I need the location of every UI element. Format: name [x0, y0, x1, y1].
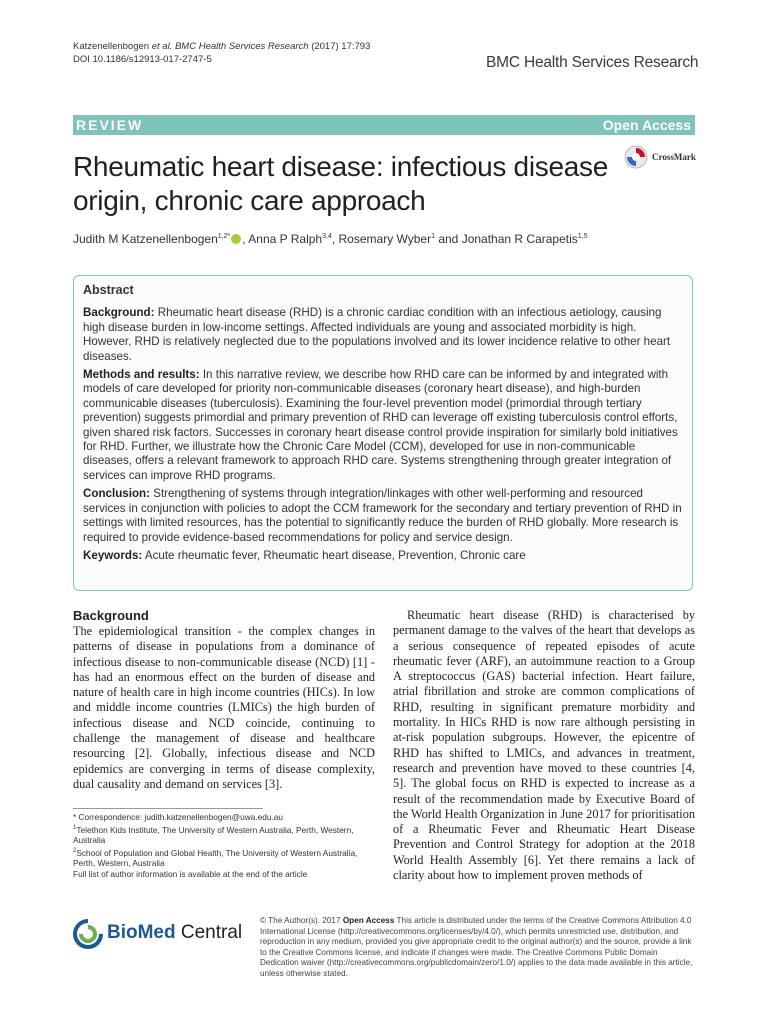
- crossmark-icon: [624, 145, 648, 169]
- abstract-heading: Abstract: [83, 283, 134, 297]
- author-name[interactable]: Rosemary Wyber: [338, 232, 432, 246]
- body-column-right: [393, 608, 695, 883]
- crossmark-badge[interactable]: CrossMark: [624, 145, 704, 175]
- abstract-keywords: Keywords: Acute rheumatic fever, Rheumatic heart disease, Prevention, Chronic care: [83, 548, 526, 562]
- author-name[interactable]: Judith M Katzenellenbogen: [73, 232, 218, 246]
- affiliation-1: $^1$Telethon Kids Institute, The University of Western Australia, Perth, Western, Australia: [73, 824, 354, 845]
- body-paragraph: The epidemiological transition - the complex changes in patterns of disease in populations from a dominance of infectious disease to non-communicable disease (NCD) [1] - has had an enormous effect on the burden of disease and nature of health care in high income countries (HICs). In low and middle income countries (LMICs) the high burden of infectious disease and NCD coincide, continuing to challenge the management of disease and healthcare resourcing [2]. Globally, infectious disease and NCD epidemics are converging in terms of disease complexity, dual causality and demand on services [3].: [73, 624, 375, 791]
- biomed-logo-icon: [73, 919, 103, 949]
- footnote-divider: [73, 808, 263, 809]
- journal-name: BMC Health Services Research: [486, 54, 699, 71]
- article-title: Rheumatic heart disease: infectious disease origin, chronic care approach: [73, 151, 608, 216]
- footnotes: [73, 812, 378, 879]
- author-info-note: Full list of author information is available at the end of the article: [73, 868, 308, 879]
- author-list: Judith M Katzenellenbogen$^{1,2*}$ , Anna P Ralph$^{3,4}$, Rosemary Wyber$^1$ and Jonathan R Carapetis$^{1,5}$: [73, 232, 588, 246]
- body-paragraph: Rheumatic heart disease (RHD) is characterised by permanent damage to the valves of the heart that develops as a serious consequence of repeated episodes of acute rheumatic fever (ARF), an autoimmune reaction to a Group A streptococcus (GAS) bacterial infection. Heart failure, atrial fibrillation and stroke are common complications of RHD, resulting in significant premature morbidity and mortality. In HICs RHD is now rare although persisting in at-risk population subgroups. However, the epicentre of RHD has shifted to LMICs, and advances in treatment, research and prevention have moved to these countries [4, 5]. The global focus on RHD is expected to increase as a result of the recommendation made by Executive Board of the World Health Organization in June 2017 for prioritisation of a Rheumatic Fever and Rheumatic Heart Disease Prevention and Control Strategy for adoption at the 2018 World Health Assembly [6]. Yet there remains a lack of clarity about how to implement proven methods of: [393, 608, 695, 883]
- biomed-central-logo[interactable]: BioMed Central: [73, 918, 233, 952]
- author-name[interactable]: Anna P Ralph: [248, 232, 323, 246]
- section-heading-background: Background: [73, 608, 149, 623]
- affiliation-2: $^2$School of Population and Global Health, The University of Western Australia, Perth, Western, Australia: [73, 847, 358, 868]
- running-header: [73, 40, 370, 66]
- open-access-label: Open Access: [602, 117, 691, 133]
- abstract-background: Background: Rheumatic heart disease (RHD) is a chronic cardiac condition with an infectious aetiology, causing high disease burden in low-income settings. Affected individuals are young and associated morbidity is high. However, RHD is relatively neglected due to the populations involved and its lower incidence relative to other heart diseases.: [83, 306, 671, 363]
- orcid-icon[interactable]: [231, 234, 241, 244]
- abstract-conclusion: Conclusion: Strengthening of systems through integration/linkages with other well-performing and resourced services in conjunction with policies to adopt the CCM framework for the secondary and tertiary prevention of RHD in settings with limited resources, has the potential to significantly reduce the burden of RHD globally. More research is required to provide evidence-based recommendations for policy and service design.: [83, 487, 682, 544]
- correspondence[interactable]: * Correspondence: judith.katzenellenbogen@uwa.edu.au: [73, 812, 283, 822]
- citation: Katzenellenbogen et al. BMC Health Services Research (2017) 17:793: [73, 41, 371, 52]
- author-name[interactable]: Jonathan R Carapetis: [461, 232, 578, 246]
- doi[interactable]: DOI 10.1186/s12913-017-2747-5: [73, 54, 212, 65]
- article-type-band: [73, 115, 695, 135]
- article-type: REVIEW: [76, 117, 144, 133]
- abstract-methods: Methods and results: In this narrative review, we describe how RHD care can be informed by and integrated with models of care developed for priority non-communicable diseases (coronary heart disease), and high-burden communicable diseases (tuberculosis). Examining the four-level prevention model (primordial through tertiary prevention) suggests primordial and primary prevention of RHD can leverage off existing tuberculosis control efforts, given shared risk factors. Successes in coronary heart disease control provide inspiration for similarly bold initiatives for RHD. Further, we illustrate how the Chronic Care Model (CCM), developed for use in non-communicable diseases, offers a relevant framework to approach RHD care. Systems strengthening through greater integration of services can improve RHD programs.: [83, 368, 678, 482]
- license-statement: © The Author(s). 2017 Open Access This article is distributed under the terms of the Creative Commons Attribution 4.0 International License (http://creativecommons.org/licenses/by/4.0/), which permits unrestricted use, distribution, and reproduction in any medium, provided you give appropriate credit to the original author(s) and the source, provide a link to the Creative Commons license, and indicate if changes were made. The Creative Commons Public Domain Dedication waiver (http://creativecommons.org/publicdomain/zero/1.0/) applies to the data made available in this article, unless otherwise stated.: [260, 916, 693, 978]
- body-column-left: [73, 608, 375, 792]
- abstract-box: [73, 275, 693, 591]
